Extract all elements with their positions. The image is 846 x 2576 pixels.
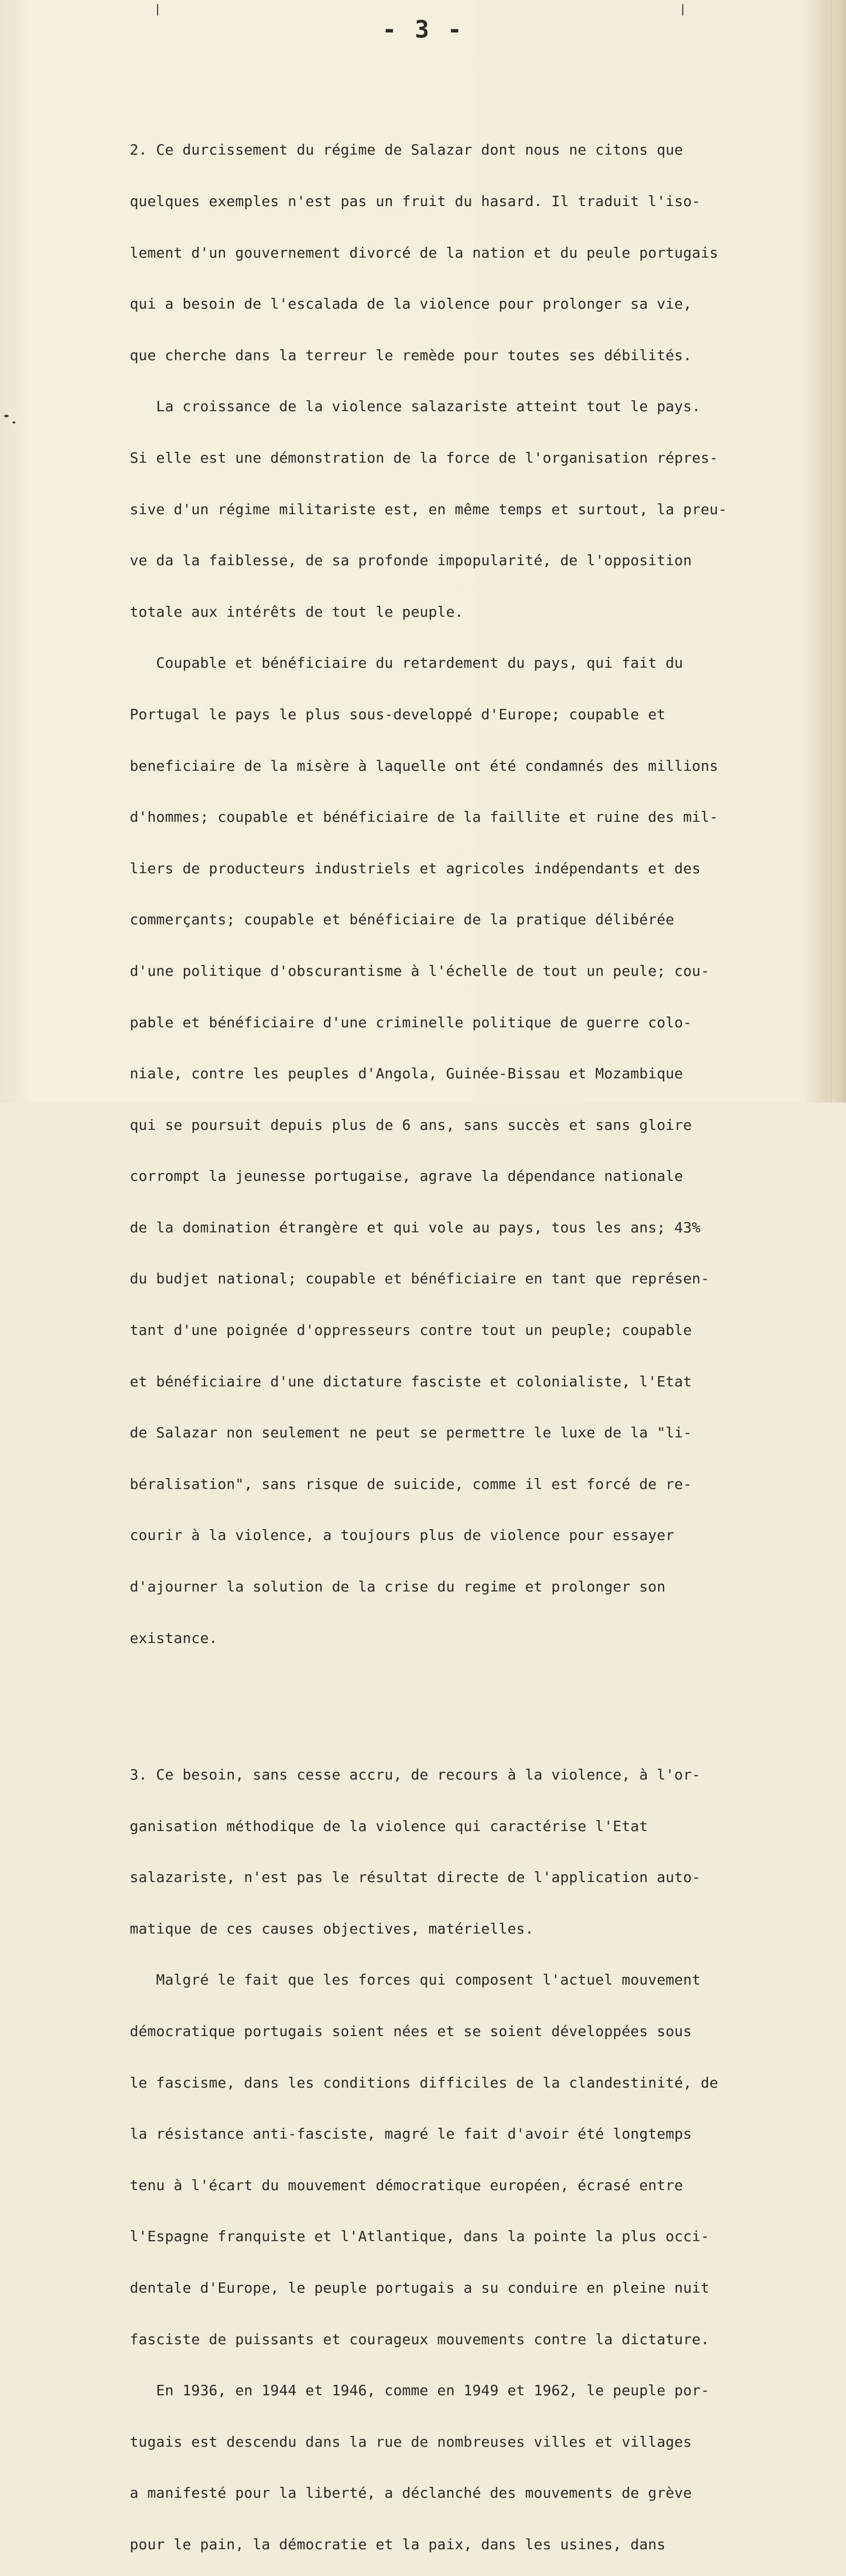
text-line: la résistance anti-fasciste, magré le fait d'avoir été longtemps (130, 2125, 692, 2143)
text-line: tenu à l'écart du mouvement démocratique européen, écrasé entre (130, 2176, 683, 2194)
text-line: béralisation", sans risque de suicide, comme il est forcé de re- (130, 1475, 692, 1493)
paragraph-gap (130, 1698, 815, 1715)
page-number: - 3 - (382, 15, 464, 43)
paper-right-edge (831, 0, 846, 1103)
text-line: 3. Ce besoin, sans cesse accru, de recours à la violence, à l'or- (130, 1766, 701, 1784)
typed-text-body (130, 107, 815, 2576)
text-line: fasciste de puissants et courageux mouvements contre la dictature. (130, 2330, 710, 2348)
text-line: que cherche dans la terreur le remède pour toutes ses débilités. (130, 346, 692, 364)
text-line: le fascisme, dans les conditions difficiles de la clandestinité, de (130, 2074, 718, 2091)
text-line: salazariste, n'est pas le résultat directe de l'application auto- (130, 1869, 701, 1886)
text-line: tant d'une poignée d'oppresseurs contre tout un peuple; coupable (130, 1321, 692, 1339)
text-line: qui se poursuit depuis plus de 6 ans, sans succès et sans gloire (130, 1116, 692, 1133)
text-line: Coupable et bénéficiaire du retardement du pays, qui fait du (130, 654, 683, 672)
text-line: commerçants; coupable et bénéficiaire de la pratique délibérée (130, 911, 675, 928)
text-line: courir à la violence, a toujours plus de violence pour essayer (130, 1527, 675, 1544)
text-line: sive d'un régime militariste est, en même temps et surtout, la preu- (130, 500, 727, 518)
text-line: qui a besoin de l'escalada de la violence pour prolonger sa vie, (130, 295, 692, 313)
text-line: a manifesté pour la liberté, a déclanché des mouvements de grève (130, 2484, 692, 2502)
margin-mark (157, 4, 158, 15)
text-line: d'hommes; coupable et bénéficiaire de la faillite et ruine des mil- (130, 808, 718, 826)
text-line: dentale d'Europe, le peuple portugais a su conduire en pleine nuit (130, 2279, 710, 2296)
text-line: Portugal le pays le plus sous-developpé d'Europe; coupable et (130, 705, 666, 723)
text-line: La croissance de la violence salazariste atteint tout le pays. (130, 398, 701, 415)
text-line: l'Espagne franquiste et l'Atlantique, dans la pointe la plus occi- (130, 2228, 710, 2245)
ink-spot (12, 421, 15, 423)
text-line: quelques exemples n'est pas un fruit du hasard. Il traduit l'iso- (130, 193, 701, 210)
text-line: tugais est descendu dans la rue de nombreuses villes et villages (130, 2433, 692, 2450)
text-line: niale, contre les peuples d'Angola, Guinée-Bissau et Mozambique (130, 1065, 683, 1082)
text-line: lement d'un gouvernement divorcé de la nation et du peule portugais (130, 244, 718, 261)
text-line: totale aux intérêts de tout le peuple. (130, 603, 464, 620)
text-line: Malgré le fait que les forces qui composent l'actuel mouvement (130, 1971, 701, 1989)
text-line: pable et bénéficiaire d'une criminelle politique de guerre colo- (130, 1013, 692, 1031)
text-line: matique de ces causes objectives, matérielles. (130, 1920, 534, 1937)
text-line: de Salazar non seulement ne peut se permettre le luxe de la "li- (130, 1424, 692, 1442)
text-line: Si elle est une démonstration de la force de l'organisation répres- (130, 449, 718, 466)
ink-spot (4, 415, 9, 417)
text-line: liers de producteurs industriels et agricoles indépendants et des (130, 859, 701, 877)
text-line: de la domination étrangère et qui vole au pays, tous les ans; 43% (130, 1218, 701, 1236)
text-line: démocratique portugais soient nées et se soient développées sous (130, 2023, 692, 2040)
text-line: d'une politique d'obscurantisme à l'échelle de tout un peule; cou- (130, 962, 710, 979)
text-line: pour le pain, la démocratie et la paix, dans les usines, dans (130, 2535, 666, 2553)
text-line: beneficiaire de la misère à laquelle ont été condamnés des millions (130, 757, 718, 774)
text-line: ve da la faiblesse, de sa profonde impopularité, de l'opposition (130, 552, 692, 569)
text-line: ganisation méthodique de la violence qui caractérise l'Etat (130, 1817, 648, 1835)
text-line: 2. Ce durcissement du régime de Salazar dont nous ne citons que (130, 141, 683, 159)
text-line: d'ajourner la solution de la crise du regime et prolonger son (130, 1578, 666, 1596)
text-line: du budjet national; coupable et bénéficiaire en tant que représen- (130, 1270, 710, 1287)
text-line: En 1936, en 1944 et 1946, comme en 1949 et 1962, le peuple por- (130, 2382, 710, 2399)
margin-mark (682, 4, 683, 15)
text-line: corrompt la jeunesse portugaise, agrave la dépendance nationale (130, 1167, 683, 1185)
text-line: existance. (130, 1629, 218, 1647)
text-line: et bénéficiaire d'une dictature fasciste et colonialiste, l'Etat (130, 1372, 692, 1390)
